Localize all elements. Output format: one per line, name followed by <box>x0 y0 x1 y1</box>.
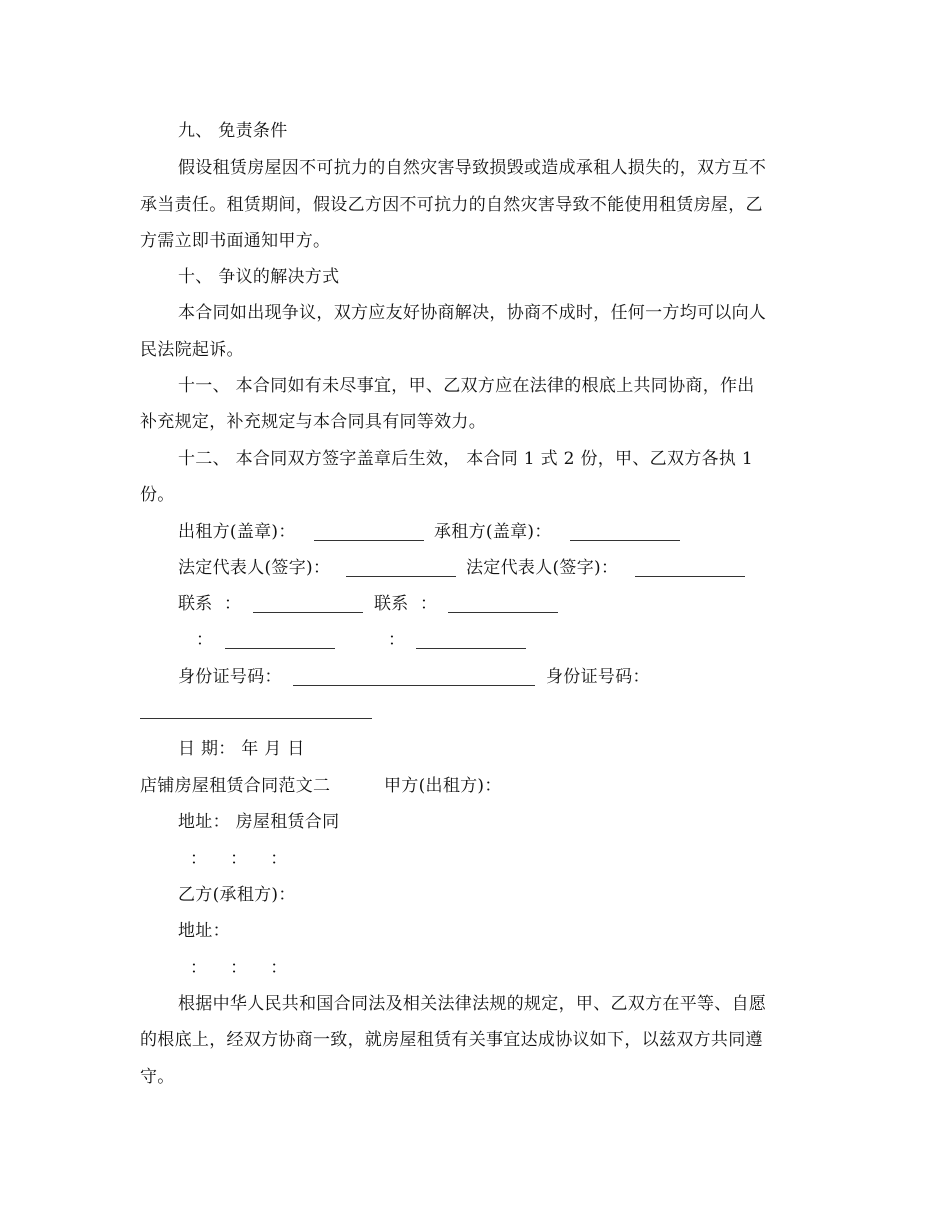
id-number-b-blank <box>140 718 372 719</box>
contact-a-blank <box>253 612 363 613</box>
section-10-line-1: 本合同如出现争议，双方应友好协商解决，协商不成时，任何一方均可以向人 <box>178 303 767 323</box>
intro-line-1: 根据中华人民共和国合同法及相关法律法规的规定，甲、乙双方在平等、自愿 <box>178 994 767 1014</box>
id-number-a-blank <box>293 685 535 686</box>
contact-a-label: 联系 ： <box>178 594 242 614</box>
section-11-line-2: 补充规定，补充规定与本合同具有同等效力。 <box>140 412 486 432</box>
second-contract-title: 店铺房屋租赁合同范文二 <box>140 776 331 796</box>
blank-field-b-line <box>416 648 526 649</box>
contact-b-blank <box>448 612 558 613</box>
date-line: 日 期： 年 月 日 <box>178 739 305 759</box>
section-10-line-2: 民法院起诉。 <box>140 340 244 360</box>
intro-line-2: 的根底上，经双方协商一致，就房屋租赁有关事宜达成协议如下，以兹双方共同遵 <box>140 1030 763 1050</box>
section-12-line-1: 十二、 本合同双方签字盖章后生效， 本合同 1 式 2 份，甲、乙双方各执 1 <box>178 449 753 469</box>
section-9-heading: 九、 免责条件 <box>178 121 288 141</box>
contact-b-label: 联系 ： <box>374 594 438 614</box>
signature-lessee-blank <box>570 540 680 541</box>
id-number-a-label: 身份证号码： <box>178 667 282 687</box>
section-9-line-1: 假设租赁房屋因不可抗力的自然灾害导致损毁或造成承租人损失的，双方互不 <box>178 158 767 178</box>
intro-line-3: 守。 <box>140 1067 175 1087</box>
party-b-label: 乙方(承租方)： <box>178 885 296 905</box>
section-9-line-3: 方需立即书面通知甲方。 <box>140 231 331 251</box>
section-11-line-1: 十一、 本合同如有未尽事宜，甲、乙双方应在法律的根底上共同协商，作出 <box>178 376 755 396</box>
section-12-line-2: 份。 <box>140 485 175 505</box>
signature-lessor-label: 出租方(盖章)： <box>178 522 296 542</box>
id-number-b-label: 身份证号码： <box>546 667 650 687</box>
party-b-blank-fields: ： ： ： <box>190 958 288 978</box>
representative-b-label: 法定代表人(签字)： <box>466 558 619 578</box>
representative-a-blank <box>346 576 456 577</box>
signature-lessor-blank <box>314 540 424 541</box>
section-9-line-2: 承当责任。租赁期间，假设乙方因不可抗力的自然灾害导致不能使用租赁房屋，乙 <box>140 195 763 215</box>
party-b-address: 地址： <box>178 921 230 941</box>
representative-a-label: 法定代表人(签字)： <box>178 558 331 578</box>
blank-field-b-label: ： <box>388 630 406 650</box>
party-a-blank-fields: ： ： ： <box>190 849 288 869</box>
section-10-heading: 十、 争议的解决方式 <box>178 267 340 287</box>
blank-field-a-label: ： <box>196 630 214 650</box>
blank-field-a-line <box>225 648 335 649</box>
representative-b-blank <box>635 576 745 577</box>
party-a-label: 甲方(出租方)： <box>384 776 502 796</box>
signature-lessee-label: 承租方(盖章)： <box>434 522 552 542</box>
party-a-address: 地址： 房屋租赁合同 <box>178 812 340 832</box>
